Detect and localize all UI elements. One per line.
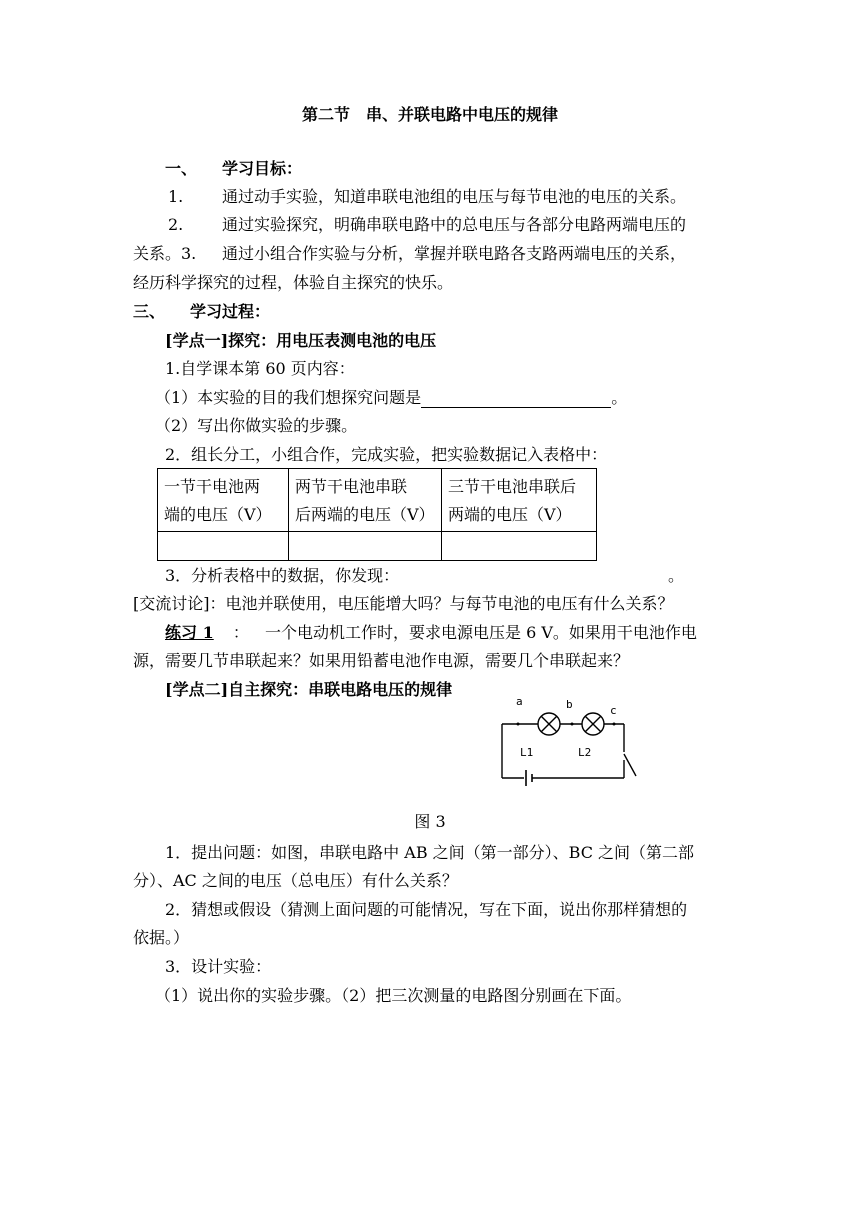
switch-lever (624, 754, 636, 776)
table-header-row (158, 469, 597, 532)
goal-3-continuation: 经历科学探究的过程，体验自主探究的快乐。 (133, 273, 454, 292)
label-b: b (566, 698, 573, 711)
question-1-text: （1）本实验的目的我们想探究问题是 (155, 388, 422, 407)
header-line: 三节干电池串联后 (448, 477, 577, 496)
goal-1-number: 1. (168, 187, 184, 206)
table-header-cell (442, 469, 597, 532)
point-1-step-2: 2．组长分工，小组合作，完成实验，把实验数据记入表格中： (165, 445, 608, 464)
bulb-l1-icon (538, 713, 560, 735)
point-1-step-1: 1.自学课本第 60 页内容： (165, 359, 355, 378)
goal-3-text: 通过小组合作实验与分析，掌握并联电路各支路两端电压的关系， (222, 244, 687, 263)
table-header-cell (158, 469, 289, 532)
section-1-number: 一、 (165, 159, 198, 178)
point-2-heading: [学点二]自主探究：串联电路电压的规律 (165, 680, 453, 699)
exercise-1 (165, 623, 249, 643)
series-circuit-diagram (490, 690, 650, 800)
section-3-heading: 学习过程： (190, 302, 271, 321)
header-line: 一节干电池两 (164, 477, 261, 496)
goal-2-number: 2. (168, 215, 184, 234)
point-2-item-1-line-2: 分）、AC 之间的电压（总电压）有什么关系？ (133, 871, 458, 890)
label-l1: L1 (520, 746, 534, 759)
point-2-item-3-sub: （1）说出你的实验步骤。（2）把三次测量的电路图分别画在下面。 (155, 986, 632, 1005)
header-line: 端的电压（V） (164, 505, 272, 524)
bulb-l2-icon (582, 713, 604, 735)
point-2-item-2-line-1: 2．猜想或假设（猜测上面问题的可能情况，写在下面，说出你那样猜想的 (165, 900, 688, 919)
table-header-cell (289, 469, 442, 532)
table-empty-cell[interactable] (289, 532, 442, 561)
question-1-end: 。 (611, 388, 628, 407)
goal-1-text: 通过动手实验，知道串联电池组的电压与每节电池的电压的关系。 (222, 187, 687, 206)
exercise-line-1: 一个电动机工作时，要求电源电压是 6 V。如果用干电池作电 (265, 623, 697, 642)
figure-caption: 图 3 (414, 812, 446, 831)
discussion: [交流讨论]：电池并联使用，电压能增大吗？与每节电池的电压有什么关系？ (133, 594, 674, 613)
table-row (158, 532, 597, 561)
label-a: a (516, 695, 523, 708)
point-1-question-2: （2）写出你做实验的步骤。 (155, 416, 358, 435)
exercise-line-2: 源，需要几节串联起来？如果用铅蓄电池作电源，需要几个串联起来？ (133, 651, 630, 670)
point-1-question-1 (155, 388, 627, 408)
header-line: 两节干电池串联 (295, 477, 408, 496)
table-empty-cell[interactable] (442, 532, 597, 561)
label-l2: L2 (578, 746, 592, 759)
point-2-item-2-line-2: 依据。） (133, 928, 190, 947)
exercise-colon: ： (232, 623, 249, 642)
table-empty-cell[interactable] (158, 532, 289, 561)
point-2-item-3: 3．设计实验： (165, 957, 272, 976)
point-2-item-1-line-1: 1．提出问题：如图，串联电路中 AB 之间（第一部分）、BC 之间（第二部 (165, 843, 695, 862)
goal-3-lead: 关系。3. (133, 244, 197, 263)
voltage-data-table (157, 468, 597, 561)
section-1-heading: 学习目标： (222, 159, 303, 178)
point-1-heading: [学点一]探究：用电压表测电池的电压 (165, 331, 437, 350)
exercise-label: 练习 1 (165, 623, 214, 642)
section-3-number: 三、 (133, 302, 166, 321)
goal-2-text: 通过实验探究，明确串联电路中的总电压与各部分电路两端电压的 (222, 215, 687, 234)
header-line: 两端的电压（V） (448, 505, 572, 524)
label-c: c (610, 704, 617, 717)
point-1-step-3-end: 。 (668, 566, 685, 585)
answer-blank[interactable] (421, 391, 611, 408)
battery-symbol (526, 770, 532, 786)
point-1-step-3: 3．分析表格中的数据，你发现： (165, 566, 400, 585)
page-title: 第二节 串、并联电路中电压的规律 (301, 105, 558, 124)
header-line: 后两端的电压（V） (295, 505, 435, 524)
